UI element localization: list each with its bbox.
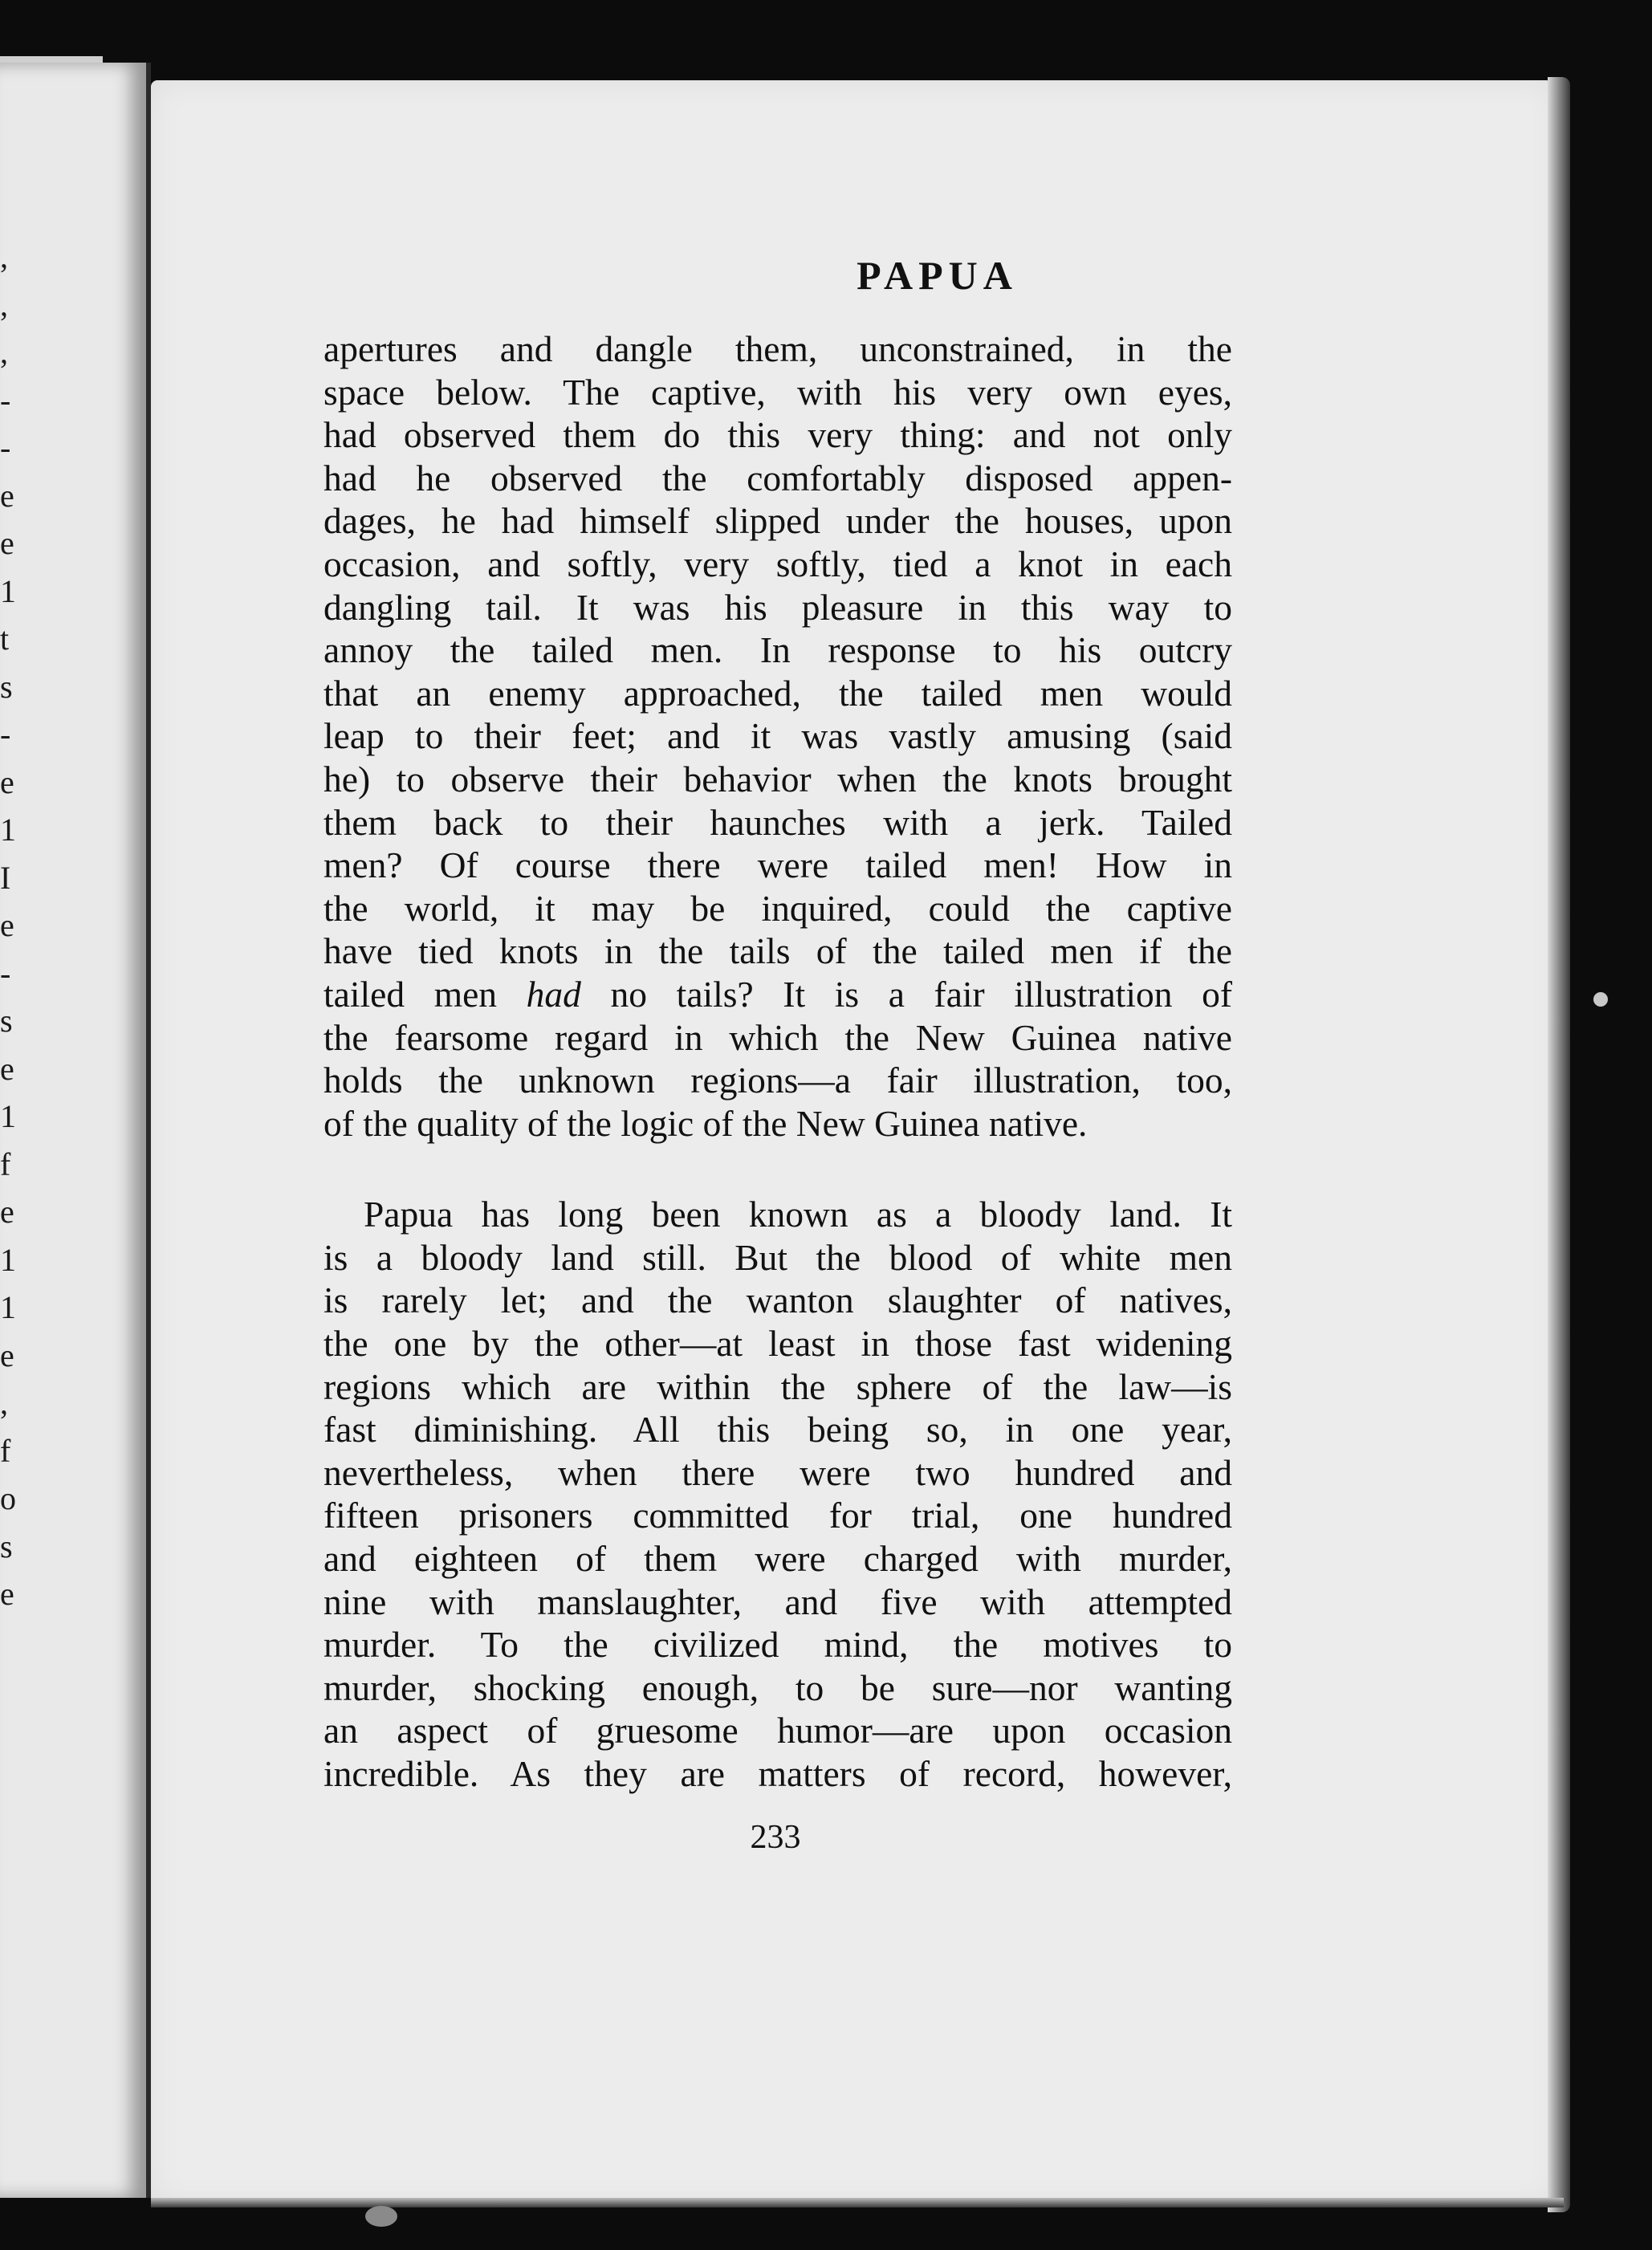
left-page-edge-character: f — [0, 1432, 11, 1469]
left-facing-page — [0, 63, 151, 2198]
text-line: the one by the other—at least in those fast widening — [323, 1323, 1232, 1365]
left-page-edge-character: e — [0, 1194, 14, 1230]
text-line: occasion, and softly, very softly, tied a knot in each — [323, 543, 1232, 584]
text-line: them back to their haunches with a jerk. Tailed — [323, 801, 1232, 843]
text-line: nevertheless, when there were two hundred and — [323, 1451, 1232, 1493]
text-line: murder. To the civilized mind, the motives to — [323, 1624, 1232, 1666]
text-line: that an enemy approached, the tailed men would — [323, 672, 1232, 714]
paragraph-1 — [323, 328, 1232, 1145]
left-page-edge-character: , — [0, 238, 8, 275]
left-page-edge-character: 1 — [0, 1241, 16, 1278]
left-page-edge-character: , — [0, 286, 8, 323]
text-line: of the quality of the logic of the New Guinea native. — [323, 1102, 1088, 1144]
paragraph-gap — [323, 1145, 1232, 1193]
text-line: had he observed the comfortably disposed appen- — [323, 457, 1232, 498]
left-page-edge-character: , — [0, 1385, 8, 1421]
left-page-edge-character: - — [0, 381, 11, 418]
left-page-edge-character: , — [0, 334, 8, 370]
scan-artifact — [365, 2206, 397, 2227]
text-line: Papua has long been known as a bloody land. It — [364, 1194, 1232, 1235]
text-line: men? Of course there were tailed men! How in — [323, 844, 1232, 886]
text-line: apertures and dangle them, unconstrained, in the — [323, 328, 1232, 369]
page-number: 233 — [750, 1819, 801, 1856]
text-line: nine with manslaughter, and five with attempted — [323, 1581, 1232, 1622]
text-line: and eighteen of them were charged with murder, — [323, 1538, 1232, 1580]
text-line: space below. The captive, with his very own eyes, — [323, 371, 1232, 413]
left-page-edge-character: e — [0, 907, 14, 943]
text-line: is a bloody land still. But the blood of white men — [323, 1236, 1232, 1278]
left-page-edge-character: e — [0, 1050, 14, 1087]
left-page-margin-characters — [0, 63, 32, 2198]
left-page-edge-character: e — [0, 1576, 14, 1612]
text-line: is rarely let; and the wanton slaughter of natives, — [323, 1280, 1232, 1321]
left-page-edge-character: s — [0, 668, 13, 705]
left-page-edge-character: 1 — [0, 1289, 16, 1325]
left-page-edge-character: s — [0, 1528, 13, 1564]
text-line: the fearsome regard in which the New Guinea native — [323, 1016, 1232, 1058]
left-page-edge-character: - — [0, 954, 11, 991]
left-page-edge-character: f — [0, 1145, 11, 1182]
text-line: fast diminishing. All this being so, in one year, — [323, 1409, 1232, 1450]
text-line: leap to their feet; and it was vastly amusing (said — [323, 715, 1232, 757]
text-line: the world, it may be inquired, could the captive — [323, 887, 1232, 929]
text-line: murder, shocking enough, to be sure—nor wanting — [323, 1666, 1232, 1708]
left-page-edge-character: - — [0, 429, 11, 466]
text-line: had observed them do this very thing: and not only — [323, 414, 1232, 456]
body-text — [323, 328, 1232, 1796]
text-line: he) to observe their behavior when the knots brought — [323, 758, 1232, 800]
text-line: dages, he had himself slipped under the houses, upon — [323, 500, 1232, 542]
page-bottom-edge — [151, 2198, 1564, 2207]
left-page-edge-character: e — [0, 525, 14, 561]
text-line: dangling tail. It was his pleasure in this way to — [323, 586, 1232, 628]
left-page-edge-character: I — [0, 859, 11, 896]
text-line: an aspect of gruesome humor—are upon occasion — [323, 1710, 1232, 1752]
left-page-edge-character: t — [0, 620, 10, 657]
left-page-edge-character: e — [0, 1337, 14, 1373]
text-line: holds the unknown regions—a fair illustration, too, — [323, 1060, 1232, 1101]
paragraph-2 — [323, 1193, 1232, 1795]
text-line: annoy the tailed men. In response to his outcry — [323, 629, 1232, 671]
left-page-edge-character: e — [0, 477, 14, 514]
text-line: have tied knots in the tails of the tailed men if the — [323, 930, 1232, 972]
left-page-edge-character: 1 — [0, 1098, 16, 1134]
page-right-edge — [1548, 77, 1570, 2212]
text-line: regions which are within the sphere of the law—is — [323, 1365, 1232, 1407]
running-head: PAPUA — [857, 253, 1018, 298]
left-page-edge-character: - — [0, 716, 11, 752]
text-line: fifteen prisoners committed for trial, one hundred — [323, 1495, 1232, 1536]
margin-speck — [1593, 992, 1608, 1007]
text-line: tailed men had no tails? It is a fair illustration of — [323, 973, 1232, 1015]
left-page-edge-character: 1 — [0, 812, 16, 848]
left-page-edge-character: e — [0, 763, 14, 800]
left-page-edge-character: o — [0, 1480, 16, 1516]
left-page-edge-character: 1 — [0, 572, 16, 609]
left-page-edge-character: s — [0, 1003, 13, 1039]
text-line: incredible. As they are matters of record, however, — [323, 1753, 1232, 1794]
